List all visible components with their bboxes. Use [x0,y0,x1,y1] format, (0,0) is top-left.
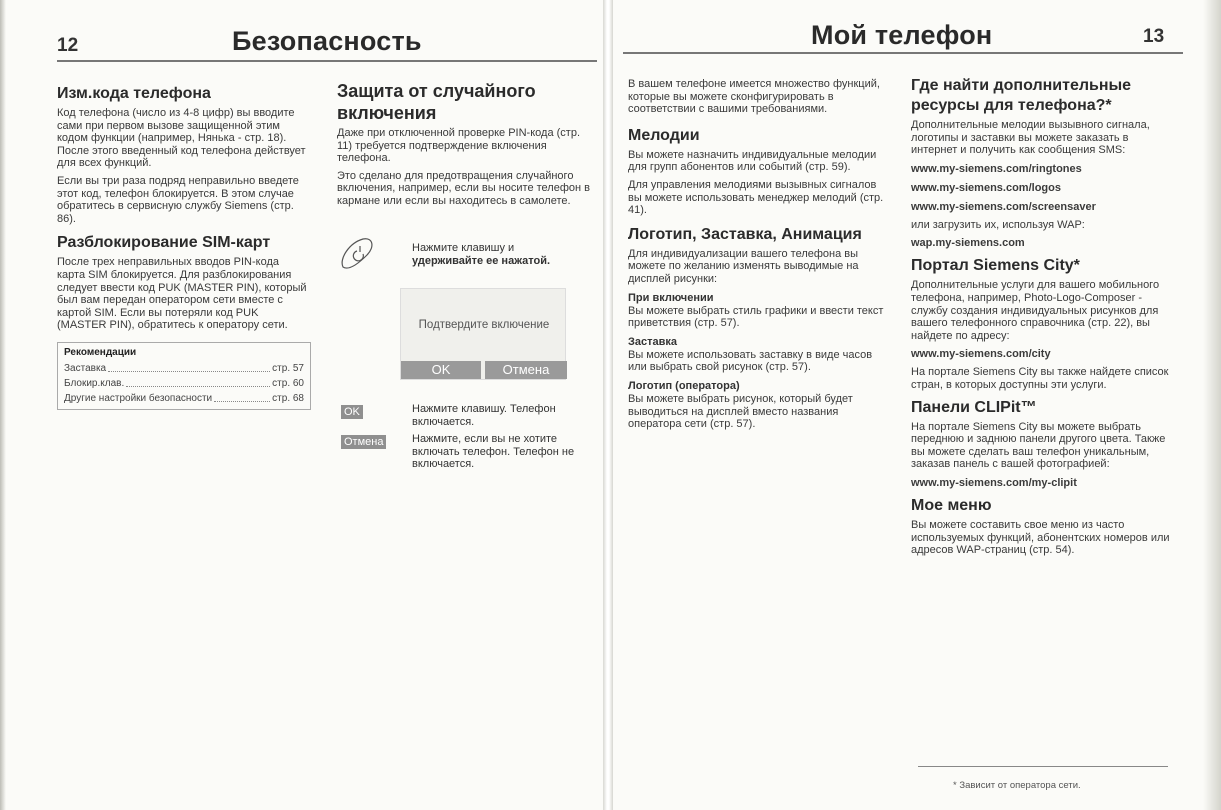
subsection-heading: При включении [628,291,714,304]
page-title: Мой телефон [811,20,993,50]
paragraph: Вы можете выбрать стиль графики и ввести текст приветствия (стр. 57). [628,304,884,330]
url-link[interactable]: www.my-siemens.com/city [911,348,1051,361]
section-heading: Изм.кода телефона [57,85,211,102]
paragraph: Дополнительные мелодии вызывного сигнала, логотипы и заставки вы можете заказать в интернет и получить как сообщения SMS: [911,119,1150,157]
section-heading: Портал Siemens City* [911,257,1080,275]
paragraph: После трех неправильных вводов PIN-кода карта SIM блокируется. Для разблокирования следует ввести код PUK (MASTER PIN), который был вам передан оператором сети вместе с картой SIM. Если вы потеряли код PUK (MASTER PIN), обратитесь к оператору сети. [57,256,307,332]
cancel-key[interactable]: Отмена [341,435,386,449]
instruction-text-bold: удерживайте ее нажатой. [412,254,551,267]
recommendation-page: стр. 60 [272,377,304,389]
right-column-1 [628,78,888,436]
url-link[interactable]: www.my-siemens.com/screensaver [911,200,1096,213]
section-heading: Защита от случайного включения [337,81,536,123]
right-page [613,0,1221,810]
paragraph: На портале Siemens City вы также найдете список стран, в которых доступны эти услуги. [911,366,1169,391]
page-number: 13 [1143,26,1165,47]
header-rule [57,60,597,62]
paragraph: На портале Siemens City вы можете выбрать переднюю и заднюю панели другого цвета. Также вы можете сделать ваш телефон уникальным, заказав панель с вашей фотографией: [911,420,1166,471]
cancel-key-description: Нажмите, если вы не хотите включать телефон. Телефон не включается. [412,433,575,471]
recommendation-row [64,391,304,406]
paragraph: Вы можете назначить индивидуальные мелодии для групп абонентов или событий (стр. 59). [628,148,877,174]
section-heading: Логотип, Заставка, Анимация [628,225,862,243]
display-cancel-softkey[interactable]: Отмена [485,361,567,379]
url-link[interactable]: www.my-siemens.com/my-clipit [911,476,1077,489]
section-heading: Мелодии [628,126,700,144]
paragraph: Вы можете составить свое меню из часто используемых функций, абонентских номеров или адресов WAP-страниц (стр. 54). [911,518,1170,557]
paragraph: Вы можете использовать заставку в виде часов или выбрать свой рисунок (стр. 57). [628,348,873,374]
subsection-heading: Логотип (оператора) [628,379,740,392]
recommendation-page: стр. 68 [272,392,304,404]
recommendation-row [64,376,304,391]
recommendations-box [57,342,311,410]
recommendation-row [64,361,304,376]
left-page [0,0,603,810]
paragraph: Даже при отключенной проверке PIN-кода (стр. 11) требуется подтверждение включения телефона. [337,127,581,165]
recommendation-page: стр. 57 [272,362,304,374]
phone-display [400,288,566,380]
left-column-2 [337,80,592,213]
paragraph: В вашем телефоне имеется множество функций, которые вы можете сконфигурировать в соответствии с вашими требованиями. [628,78,880,116]
section-heading: Панели CLIPit™ [911,398,1037,416]
ok-key-label [341,402,363,420]
instruction-text: Нажмите клавишу и [412,242,515,254]
display-prompt: Подтвердите включение [418,319,550,331]
section-heading: Разблокирование SIM-карт [57,234,271,252]
paragraph: Дополнительные услуги для вашего мобильного телефона, например, Photo-Logo-Composer - службу создания индивидуальных рисунков для вашего телефонного справочника (стр. 22), вы найдете по адресу: [911,279,1160,342]
page-edge-shadow [1203,0,1221,810]
recommendation-label: Заставка [64,362,107,374]
paragraph: Если вы три раза подряд неправильно введете этот код, телефон блокируется. В этом случае обратитесь в сервисную службу Siemens (стр. 86). [57,174,299,225]
footnote-rule [918,766,1168,767]
page-edge-shadow [0,0,6,810]
page-number: 12 [57,35,79,56]
ok-key-description: Нажмите клавишу. Телефон включается. [412,403,556,428]
paragraph: Это сделано для предотвращения случайного включения, например, если вы носите телефон в кармане или если вы находитесь в самолете. [337,169,590,207]
paragraph: или загрузить их, используя WAP: [911,218,1085,231]
paragraph: Вы можете выбрать рисунок, который будет выводиться на дисплей вместо названия оператора сети (стр. 57). [628,392,853,431]
ok-key[interactable]: OK [341,405,363,419]
section-heading: Мое меню [911,496,992,514]
display-ok-softkey[interactable]: OK [401,361,481,379]
paragraph: Для управления мелодиями вызывных сигналов вы можете использовать менеджер мелодий (стр. 41). [628,178,884,217]
cancel-key-label [341,432,386,450]
paragraph: Для индивидуализации вашего телефона вы можете по желанию изменять выводимые на дисплей рисунки: [628,247,859,285]
header-rule [623,52,1183,54]
hold-key-instruction [412,242,597,267]
subsection-heading: Заставка [628,335,678,348]
recommendations-title: Рекомендации [64,346,137,358]
url-link[interactable]: www.my-siemens.com/ringtones [911,162,1082,175]
paragraph: Код телефона (число из 4-8 цифр) вы вводите сами при первом вызове защищенной этим кодом функции (например, Нянька - стр. 18). После этого введенный код телефона действует для всех функций. [57,107,306,170]
page-title: Безопасность [232,26,422,56]
url-link[interactable]: www.my-siemens.com/logos [911,181,1061,194]
book-gutter [603,0,613,810]
section-heading: Где найти дополнительные ресурсы для телефона?* [911,77,1132,114]
recommendation-label: Другие настройки безопасности [64,392,213,404]
left-column-1 [57,84,307,410]
recommendation-label: Блокир.клав. [64,377,125,389]
power-key-icon [337,235,377,275]
right-column-2 [911,76,1173,562]
footnote: * Зависит от оператора сети. [953,780,1081,791]
url-link[interactable]: wap.my-siemens.com [911,237,1025,250]
